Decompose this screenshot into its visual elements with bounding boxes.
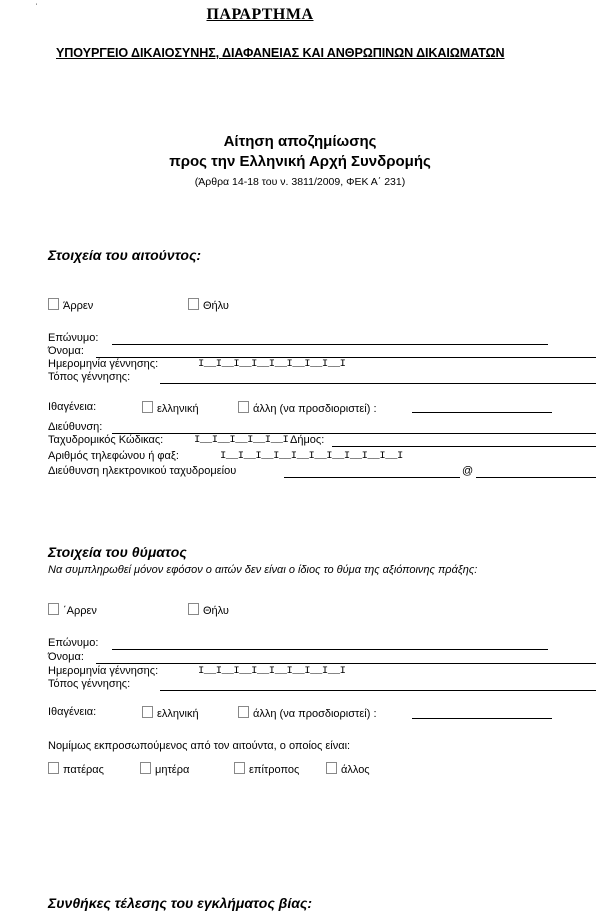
applicant-female-option[interactable] [188,298,229,312]
victim-other-nationality-option[interactable] [238,706,377,720]
checkbox-icon[interactable] [188,298,199,310]
guardian-label: επίτροπος [249,764,300,776]
other-nationality-label: άλλη (να προσδιοριστεί) : [253,403,377,415]
checkbox-icon[interactable] [142,706,153,718]
victim-name-field[interactable] [96,663,596,664]
checkbox-icon[interactable] [48,603,59,615]
victim-section-note: Να συμπληρωθεί μόνον εφόσον ο αιτών δεν είναι ο ίδιος το θύμα της αξιόποινης πράξης: [48,564,478,576]
victim-name-label: Όνομα: [48,651,84,663]
applicant-male-option[interactable] [48,298,93,312]
applicant-address-label: Διεύθυνση: [48,421,103,433]
applicant-section-heading: Στοιχεία του αιτούντος: [48,247,202,263]
victim-birthplace-field[interactable] [160,690,596,691]
form-title: Αίτηση αποζημίωσης [223,133,377,150]
checkbox-icon[interactable] [48,298,59,310]
applicant-municipality-label: Δήμος: [290,434,325,446]
other-nationality-label: άλλη (να προσδιοριστεί) : [253,708,377,720]
applicant-birthdate-label: Ημερομηνία γέννησης: [48,358,159,370]
annex-heading: ΠΑΡΑΡΤΗΜΑ [206,6,314,23]
applicant-name-label: Όνομα: [48,345,84,357]
victim-birthplace-label: Τόπος γέννησης: [48,678,131,690]
victim-greek-option[interactable] [142,706,199,720]
checkbox-icon[interactable] [238,706,249,718]
checkbox-icon[interactable] [188,603,199,615]
applicant-nationality-label: Ιθαγένεια: [48,401,97,413]
applicant-birthplace-label: Τόπος γέννησης: [48,371,131,383]
checkbox-icon[interactable] [238,401,249,413]
victim-nationality-label: Ιθαγένεια: [48,706,97,718]
applicant-postal-code-field[interactable]: I__I__I__I__I__I [194,434,289,446]
applicant-name-field[interactable] [96,357,596,358]
greek-label: ελληνική [157,403,199,415]
female-label: Θήλυ [203,605,229,617]
applicant-phone-field[interactable]: I__I__I__I__I__I__I__I__I__I__I [220,450,403,462]
applicant-email-user-field[interactable] [284,477,460,478]
representative-question: Νομίμως εκπροσωπούμενος από τον αιτούντα, ο οποίος είναι: [48,740,351,752]
greek-label: ελληνική [157,708,199,720]
applicant-municipality-field[interactable] [332,446,596,447]
victim-male-option[interactable] [48,603,97,617]
other-rep-label: άλλος [341,764,370,776]
form-subtitle: προς την Ελληνική Αρχή Συνδρομής [169,153,431,170]
checkbox-icon[interactable] [140,762,151,774]
male-label: Άρρεν [63,300,94,312]
female-label: Θήλυ [203,300,229,312]
applicant-birthplace-field[interactable] [160,383,596,384]
applicant-address-field[interactable] [112,433,596,434]
applicant-surname-label: Επώνυμο: [48,332,99,344]
victim-section-heading: Στοιχεία του θύματος [48,544,187,560]
applicant-phone-label: Αριθμός τηλεφώνου ή φαξ: [48,450,179,462]
checkbox-icon[interactable] [234,762,245,774]
victim-other-nationality-field[interactable] [412,718,552,719]
victim-surname-label: Επώνυμο: [48,637,99,649]
father-label: πατέρας [63,764,104,776]
applicant-birthdate-field[interactable]: I__I__I__I__I__I__I__I__I [198,358,346,370]
ministry-heading: ΥΠΟΥΡΓΕΙΟ ΔΙΚΑΙΟΣΥΝΗΣ, ΔΙΑΦΑΝΕΙΑΣ ΚΑΙ ΑΝΘΡΩΠΙΝΩΝ ΔΙΚΑΙΩΜΑΤΩΝ [56,46,505,60]
email-at-sign: @ [462,465,474,477]
checkbox-icon[interactable] [142,401,153,413]
rep-mother-option[interactable] [140,762,189,776]
applicant-email-label: Διεύθυνση ηλεκτρονικού ταχυδρομείου [48,465,237,477]
checkbox-icon[interactable] [48,762,59,774]
applicant-email-domain-field[interactable] [476,477,596,478]
applicant-other-nationality-field[interactable] [412,412,552,413]
rep-father-option[interactable] [48,762,104,776]
crime-section-heading: Συνθήκες τέλεσης του εγκλήματος βίας: [48,895,313,911]
legal-reference: (Άρθρα 14-18 του ν. 3811/2009, ΦΕΚ Α΄ 231) [194,176,406,188]
applicant-greek-option[interactable] [142,401,199,415]
mother-label: μητέρα [155,764,190,776]
applicant-other-nationality-option[interactable] [238,401,377,415]
male-label: ΄Αρρεν [63,605,97,617]
applicant-surname-field[interactable] [112,344,548,345]
victim-birthdate-field[interactable]: I__I__I__I__I__I__I__I__I [198,665,346,677]
checkbox-icon[interactable] [326,762,337,774]
applicant-postal-code-label: Ταχυδρομικός Κώδικας: [48,434,164,446]
victim-female-option[interactable] [188,603,229,617]
rep-guardian-option[interactable] [234,762,299,776]
rep-other-option[interactable] [326,762,370,776]
victim-birthdate-label: Ημερομηνία γέννησης: [48,665,159,677]
stray-mark: ' [36,4,38,10]
victim-surname-field[interactable] [112,649,548,650]
